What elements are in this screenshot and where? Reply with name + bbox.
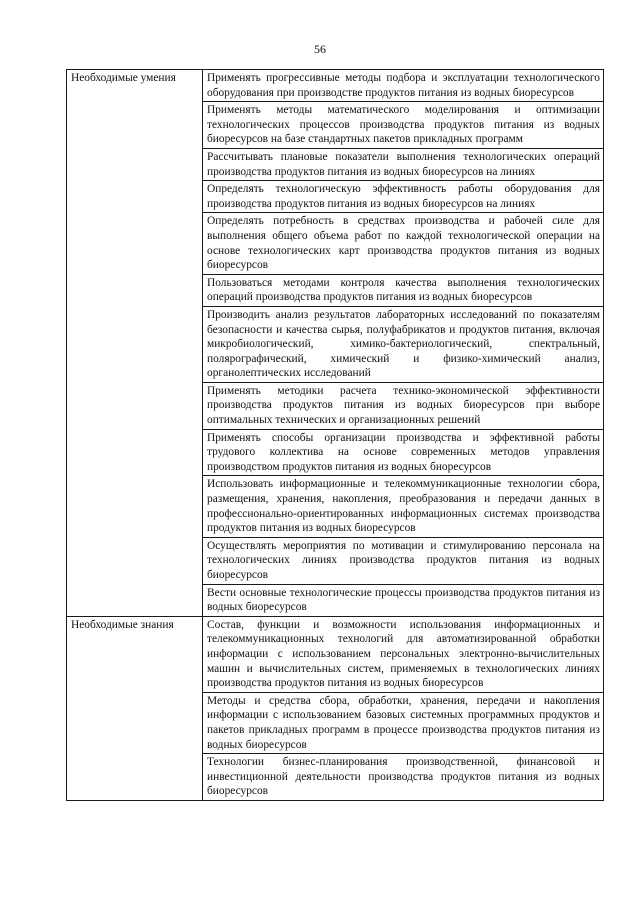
table-row — [67, 70, 604, 102]
skill-item: Определять потребность в средствах производства и рабочей силе для выполнения общего объема работ по каждой технологической операции на основе технологических карт производства продуктов питания из водных биоресурсов — [203, 213, 604, 274]
skill-item: Рассчитывать плановые показатели выполнения технологических операций производства продуктов питания из водных биоресурсов на линиях — [203, 148, 604, 180]
requirements-table — [66, 69, 604, 801]
skill-item: Использовать информационные и телекоммуникационные технологии сбора, размещения, хранения, накопления, преобразования и передачи данных в профессионально-ориентированных информационных системах производства продуктов питания из водных биоресурсов — [203, 476, 604, 537]
knowledge-item: Технологии бизнес-планирования производственной, финансовой и инвестиционной деятельности производства продуктов питания из водных биоресурсов — [203, 754, 604, 801]
skill-item: Определять технологическую эффективность работы оборудования для производства продуктов питания из водных биоресурсов на линиях — [203, 181, 604, 213]
skill-item: Производить анализ результатов лабораторных исследований по показателям безопасности и качества сырья, полуфабрикатов и продуктов питания, включая микробиологический, химико-бактериологический, спектральный, полярографический, химический и физико-химический анализ, органолептических исследований — [203, 306, 604, 382]
skill-item: Применять прогрессивные методы подбора и эксплуатации технологического оборудования при производстве продуктов питания из водных биоресурсов — [203, 70, 604, 102]
knowledge-item: Состав, функции и возможности использования информационных и телекоммуникационных технологий для автоматизированной обработки информации с использованием персональных электронно-вычислительных машин и вычислительных систем, применяемых в технологических линиях производства продуктов питания из водных биоресурсов — [203, 616, 604, 692]
knowledge-item: Методы и средства сбора, обработки, хранения, передачи и накопления информации с использованием базовых системных программных продуктов и пакетов прикладных программ в процессе производства продуктов питания из водных биоресурсов — [203, 692, 604, 753]
page-number: 56 — [314, 42, 326, 56]
skill-item: Применять методики расчета технико-экономической эффективности производства продуктов питания из водных биоресурсов при выборе оптимальных технических и организационных решений — [203, 382, 604, 429]
row-label-skills: Необходимые умения — [67, 70, 203, 617]
skill-item: Пользоваться методами контроля качества выполнения технологических операций производства продуктов питания из водных биоресурсов — [203, 274, 604, 306]
table-row — [67, 616, 604, 692]
skill-item: Применять методы математического моделирования и оптимизации технологических процессов производства продуктов питания из водных биоресурсов на базе стандартных пакетов прикладных программ — [203, 102, 604, 149]
skill-item: Осуществлять мероприятия по мотивации и стимулированию персонала на технологических линиях производства продуктов питания из водных биоресурсов — [203, 537, 604, 584]
skill-item: Вести основные технологические процессы производства продуктов питания из водных биоресурсов — [203, 584, 604, 616]
skill-item: Применять способы организации производства и эффективной работы трудового коллектива на основе современных методов управления производством продуктов питания из водных биоресурсов — [203, 429, 604, 476]
row-label-knowledge: Необходимые знания — [67, 616, 203, 800]
